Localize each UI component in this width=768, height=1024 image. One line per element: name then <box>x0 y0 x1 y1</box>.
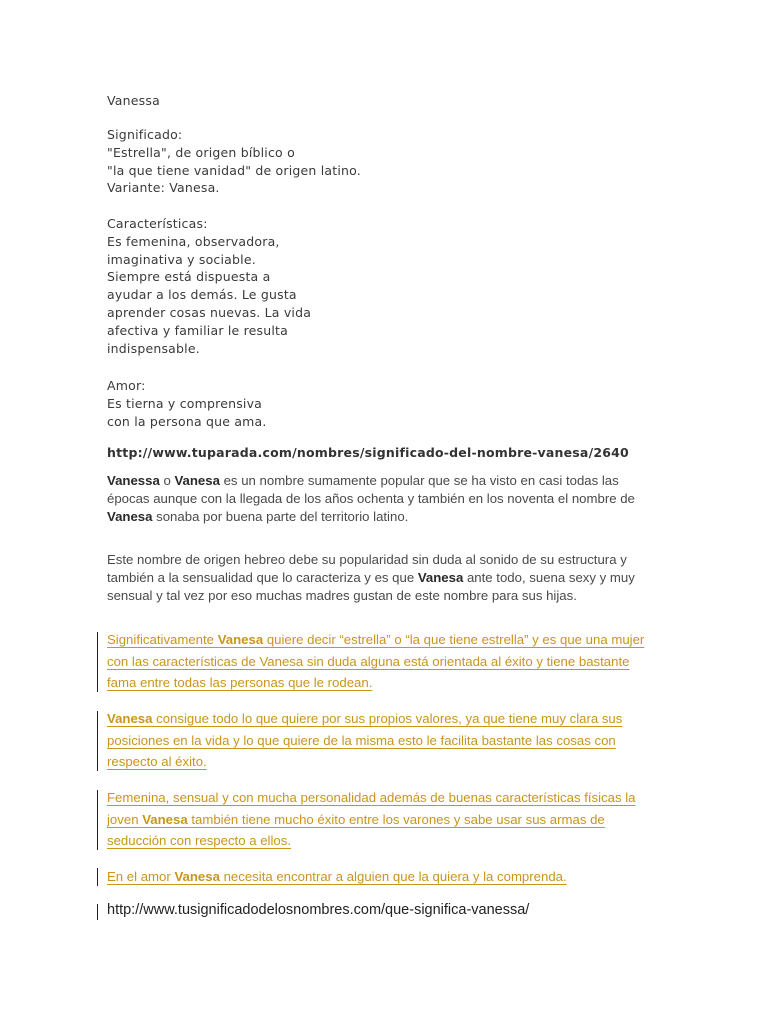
link-text: también tiene mucho éxito entre los varones y sabe usar sus armas de <box>187 811 605 827</box>
amor-line: Es tierna y comprensiva <box>107 395 263 411</box>
revision-bar <box>97 868 98 886</box>
caracteristicas-line: imaginativa y sociable. <box>107 251 256 267</box>
revision-bar <box>97 632 98 692</box>
significado-line: "Estrella", de origen bíblico o <box>107 144 295 160</box>
amor-section <box>107 377 667 430</box>
link-text: Significativamente <box>107 632 218 647</box>
link-text: consigue todo lo que quiere por sus propios valores, ya que tiene muy clara sus <box>152 711 623 726</box>
significado-line: Variante: Vanesa. <box>107 180 220 196</box>
amor-heading: Amor: <box>107 378 146 393</box>
quote-2[interactable] <box>107 708 667 773</box>
caracteristicas-line: Siempre está dispuesta a <box>107 269 271 285</box>
caracteristicas-line: afectiva y familiar le resulta <box>107 322 288 338</box>
caracteristicas-line: indispensable. <box>107 340 200 356</box>
link-text: quiere decir “estrella” o “la que tiene estrella” y es que una mujer <box>263 632 645 647</box>
revision-bar <box>97 790 98 850</box>
link-text: posiciones en la vida y lo que quiere de la misma esto le facilita bastante las cosas con <box>107 732 616 748</box>
source-url-1-block <box>107 444 667 462</box>
caracteristicas-line: ayudar a los demás. Le gusta <box>107 287 297 303</box>
paragraph-text: épocas aunque con la llegada de los años ochenta y también en los noventa el nombre de <box>107 490 635 506</box>
link-text: con las características de Vanesa sin duda alguna está orientada al éxito y tiene bastante <box>107 653 630 669</box>
revision-bar <box>97 904 98 920</box>
paragraph-2 <box>107 551 667 604</box>
paragraph-text: o <box>159 473 175 488</box>
caracteristicas-heading: Características: <box>107 216 208 231</box>
name-bold: Vanesa <box>107 508 153 524</box>
name-bold: Vanesa <box>142 811 188 827</box>
name-bold: Vanesa <box>217 632 264 647</box>
paragraph-text: sensual y tal vez por eso muchas madres gustan de este nombre para sus hijas. <box>107 587 577 603</box>
link-text: Femenina, sensual y con mucha personalidad además de buenas características físicas la <box>107 790 636 805</box>
quote-3[interactable] <box>107 787 667 852</box>
link-text: necesita encontrar a alguien que la quiera y la comprenda. <box>219 869 567 884</box>
caracteristicas-section <box>107 215 667 357</box>
source-url-2[interactable]: http://www.tusignificadodelosnombres.com/que-significa-vanessa/ <box>107 902 530 918</box>
revision-bar <box>97 711 98 771</box>
name-bold: Vanesa <box>417 569 464 585</box>
paragraph-text: es un nombre sumamente popular que se ha visto en casi todas las <box>219 473 619 488</box>
name-bold: Vanessa <box>107 473 160 488</box>
link-text: seducción con respecto a ellos. <box>107 833 292 848</box>
link-text: En el amor <box>107 869 175 884</box>
link-text: joven <box>107 811 143 827</box>
paragraph-text: ante todo, suena sexy y muy <box>463 569 635 585</box>
source-url-1[interactable]: http://www.tuparada.com/nombres/significado-del-nombre-vanesa/2640 <box>107 445 629 460</box>
quote-4[interactable] <box>107 866 667 888</box>
significado-section <box>107 126 667 197</box>
paragraph-text: Este nombre de origen hebreo debe su popularidad sin duda al sonido de su estructura y <box>107 552 627 567</box>
paragraph-text: también a la sensualidad que lo caracteriza y es que <box>107 569 418 585</box>
paragraph-text: sonaba por buena parte del territorio latino. <box>152 508 409 524</box>
paragraph-1 <box>107 472 667 525</box>
amor-line: con la persona que ama. <box>107 413 267 429</box>
quote-1[interactable] <box>107 629 667 694</box>
name-title: Vanessa <box>107 93 160 108</box>
name-title-block <box>107 92 667 110</box>
link-text: fama entre todas las personas que le rodean. <box>107 675 373 690</box>
caracteristicas-line: Es femenina, observadora, <box>107 233 280 249</box>
name-bold: Vanesa <box>107 711 153 726</box>
name-bold: Vanesa <box>174 473 220 488</box>
caracteristicas-line: aprender cosas nuevas. La vida <box>107 304 312 320</box>
significado-line: "la que tiene vanidad" de origen latino. <box>107 162 361 178</box>
link-text: respecto al éxito. <box>107 754 207 769</box>
name-bold: Vanesa <box>174 869 220 884</box>
significado-heading: Significado: <box>107 127 183 142</box>
